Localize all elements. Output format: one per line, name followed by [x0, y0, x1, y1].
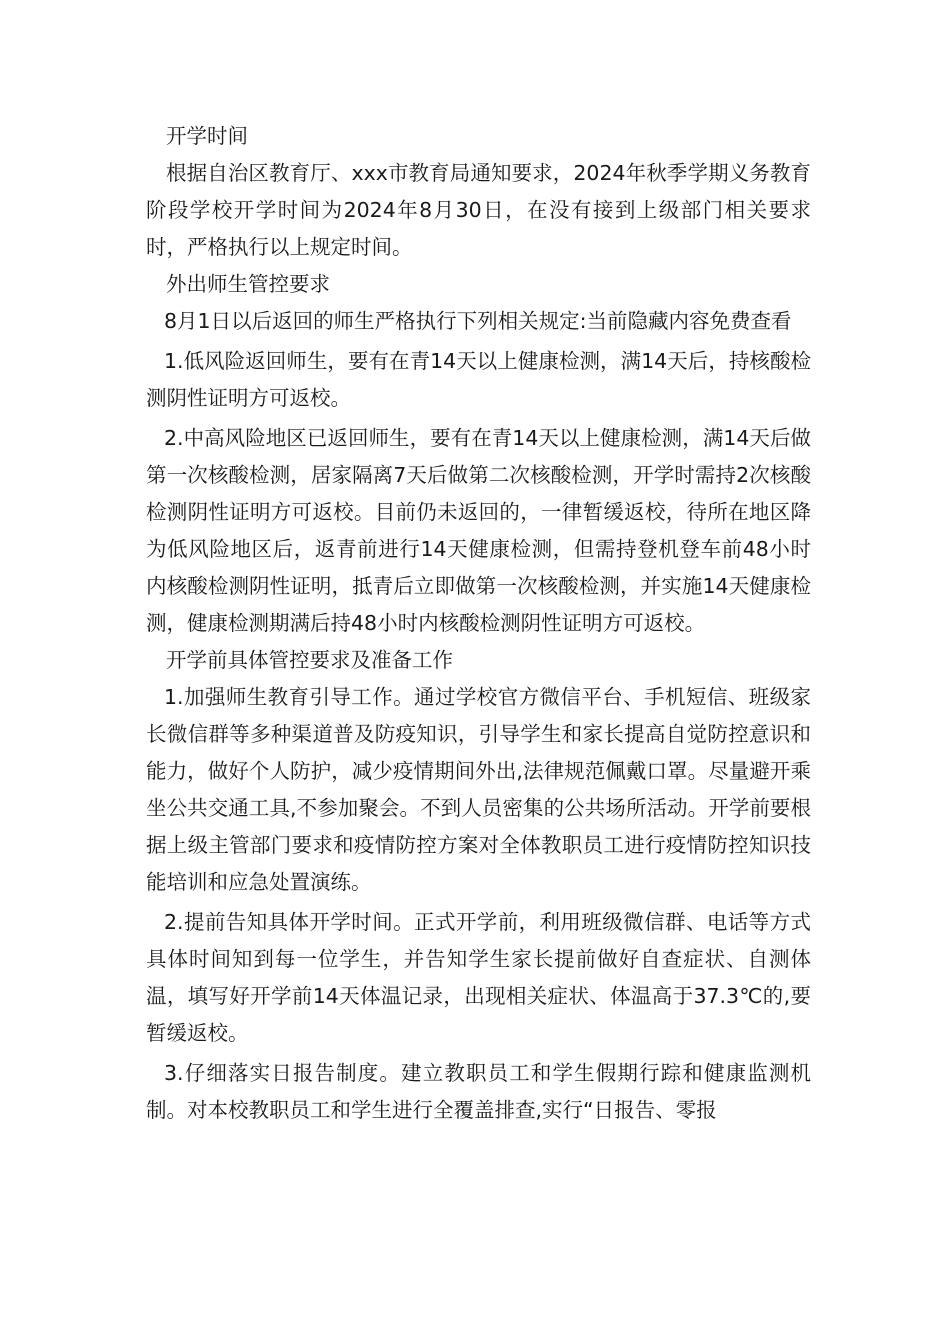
- section-heading-travel-control: 外出师生管控要求: [166, 272, 330, 296]
- paragraph-high-risk-rule: 2.中高风险地区已返回师生，要有在青14天以上健康检测，满14天后做第一次核酸检测，居家隔离7天后做第二次核酸检测，开学时需持2次核酸检测阴性证明方可返校。目前仍未返回的，一律暂缓返校，待所在地区降为低风险地区后，返青前进行14天健康检测，但需持登机登车前48小时内核酸检测阴性证明，抵青后立即做第一次核酸检测，并实施14天健康检测，健康检测期满后持48小时内核酸检测阴性证明方可返校。: [146, 426, 811, 635]
- paragraph-notify-opening-time: 2.提前告知具体开学时间。正式开学前，利用班级微信群、电话等方式具体时间知到每一位学生，并告知学生家长提前做好自查症状、自测体温，填写好开学前14天体温记录，出现相关症状、体温高于37.3℃的,要暂缓返校。: [146, 910, 811, 1045]
- paragraph-low-risk-rule: 1.低风险返回师生，要有在青14天以上健康检测，满14天后，持核酸检测阴性证明方可返校。: [146, 349, 811, 410]
- paragraph-education-guidance: 1.加强师生教育引导工作。通过学校官方微信平台、手机短信、班级家长微信群等多种渠道普及防疫知识，引导学生和家长提高自觉防控意识和能力，做好个人防护，减少疫情期间外出,法律规范佩戴口罩。尽量避开乘坐公共交通工具,不参加聚会。不到人员密集的公共场所活动。开学前要根据上级主管部门要求和疫情防控方案对全体教职员工进行疫情防控知识技能培训和应急处置演练。: [146, 685, 811, 894]
- paragraph-opening-date: 根据自治区教育厅、xxx市教育局通知要求，2024年秋季学期义务教育阶段学校开学时间为2024年8月30日，在没有接到上级部门相关要求时，严格执行以上规定时间。: [146, 161, 811, 259]
- section-heading-preparation: 开学前具体管控要求及准备工作: [166, 648, 453, 672]
- section-heading-opening-date: 开学时间: [166, 124, 248, 148]
- paragraph-daily-report: 3.仔细落实日报告制度。建立教职员工和学生假期行踪和健康监测机制。对本校教职员工和学生进行全覆盖排查,实行“日报告、零报: [146, 1061, 811, 1122]
- document-body: [146, 118, 811, 1129]
- paragraph-return-rules-intro: 8月1日以后返回的师生严格执行下列相关规定:当前隐藏内容免费查看: [164, 309, 792, 333]
